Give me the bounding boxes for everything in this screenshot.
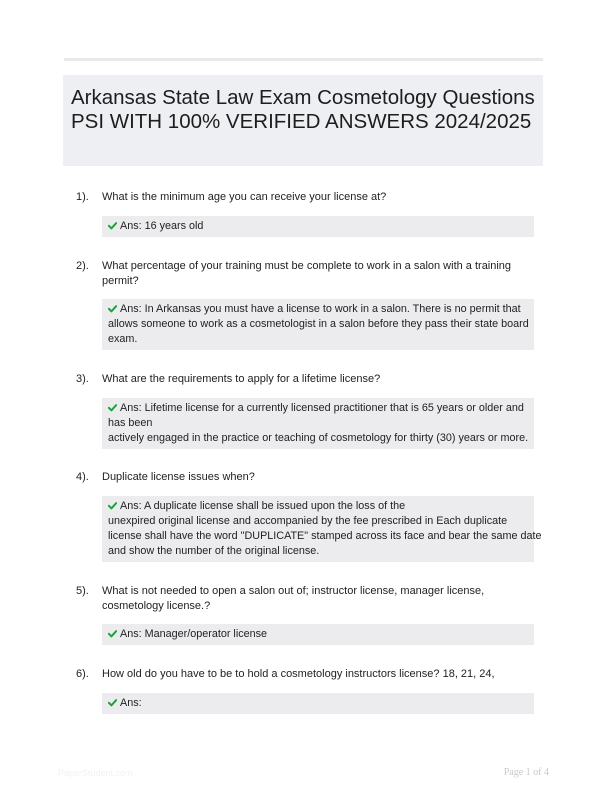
answer-line (108, 529, 542, 544)
question-number: 2). (76, 260, 89, 272)
answer-box (102, 299, 534, 350)
answer-box (102, 693, 534, 714)
answer-text: Ans: (120, 697, 142, 709)
answer-text: and show the number of the original license. (108, 545, 320, 557)
page-number: Page 1 of 4 (503, 767, 549, 778)
checkmark-icon (108, 698, 117, 707)
answer-line (108, 416, 530, 431)
question-text: What is not needed to open a salon out of; instructor license, manager license, cosmetology license.? (102, 585, 485, 612)
question-text: What percentage of your training must be complete to work in a salon with a training permit? (102, 260, 512, 287)
question-number: 4). (76, 471, 89, 483)
answer-text: actively engaged in the practice or teaching of cosmetology for thirty (30) years or more. (108, 432, 529, 444)
answer-text: Ans: A duplicate license shall be issued upon the loss of the (120, 500, 406, 512)
question-text: Duplicate license issues when? (102, 471, 255, 483)
answer-box (102, 216, 534, 237)
answer-text: Ans: Manager/operator license (120, 628, 268, 640)
checkmark-icon (108, 403, 117, 412)
answer-text: allows someone to work as a cosmetologist in a salon before they pass their state board (108, 318, 529, 330)
answer-line (108, 219, 530, 234)
answer-text: Ans: In Arkansas you must have a license to work in a salon. There is no permit that (120, 303, 521, 315)
answer-text: has been (108, 417, 153, 429)
answer-line (108, 317, 530, 332)
question-number: 6). (76, 668, 89, 680)
answer-text: Ans: 16 years old (120, 220, 204, 232)
answer-line (108, 499, 530, 514)
checkmark-icon (108, 304, 117, 313)
answer-line (108, 401, 530, 416)
answer-text: license shall have the word "DUPLICATE" stamped across its face and bear the same date (108, 530, 542, 542)
top-divider (64, 58, 543, 61)
question-number: 1). (76, 191, 89, 203)
answer-line (108, 332, 530, 347)
question-text: What are the requirements to apply for a lifetime license? (102, 373, 381, 385)
checkmark-icon (108, 501, 117, 510)
checkmark-icon (108, 221, 117, 230)
answer-box (102, 496, 542, 562)
answer-line (108, 431, 530, 446)
answer-text: unexpired original license and accompanied by the fee prescribed in Each duplicate (108, 515, 508, 527)
answer-text: exam. (108, 333, 138, 345)
answer-line (108, 544, 530, 559)
answer-text: Ans: Lifetime license for a currently licensed practitioner that is 65 years or older and (120, 402, 524, 414)
answer-line (108, 302, 530, 317)
question-text: How old do you have to be to hold a cosmetology instructors license? 18, 21, 24, (102, 668, 495, 680)
answer-line (108, 514, 530, 529)
question-number: 5). (76, 585, 89, 597)
document-title: Arkansas State Law Exam Cosmetology Questions PSI WITH 100% VERIFIED ANSWERS 2024/2025 (71, 86, 535, 133)
question-number: 3). (76, 373, 89, 385)
title-banner (63, 75, 543, 166)
answer-box (102, 624, 534, 645)
answer-line (108, 696, 530, 711)
answer-box (102, 398, 534, 449)
footer-watermark: PaperStudent.com (58, 768, 133, 778)
checkmark-icon (108, 629, 117, 638)
answer-line (108, 627, 530, 642)
question-text: What is the minimum age you can receive your license at? (102, 191, 387, 203)
